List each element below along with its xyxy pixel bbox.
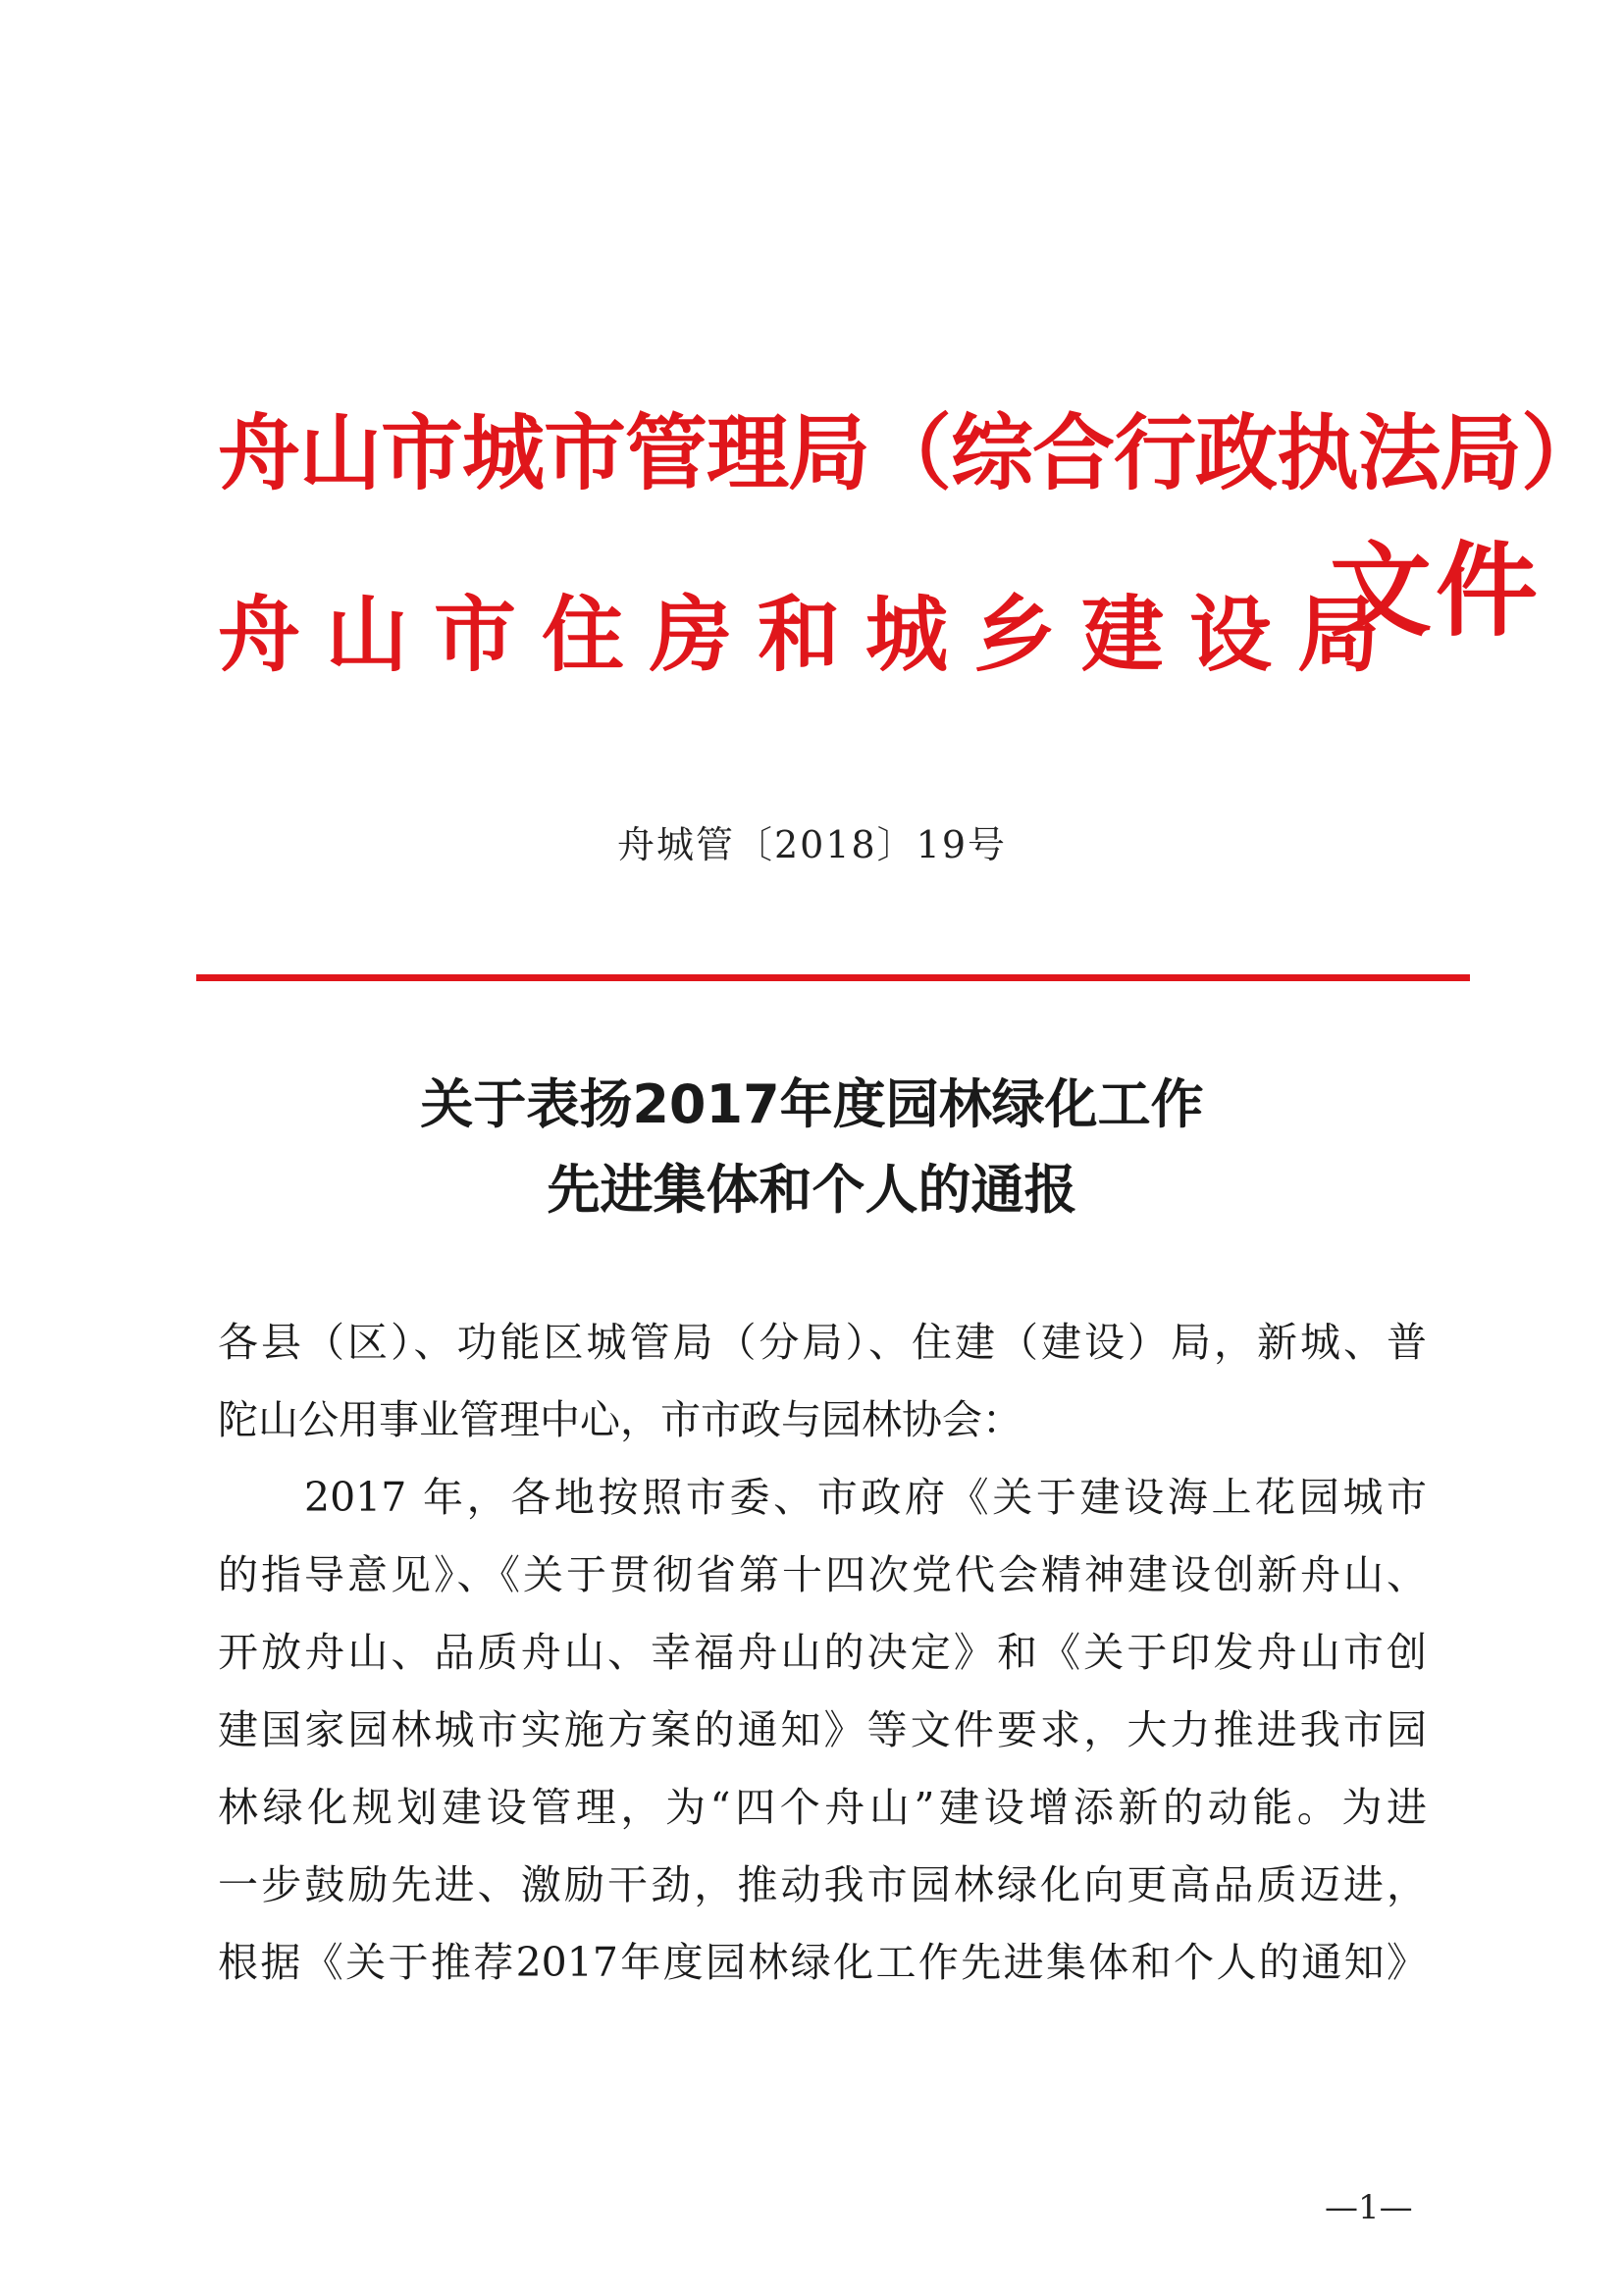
body-line-2: 陀山公用事业管理中心，市市政与园林协会： (218, 1396, 1022, 1443)
body-line-4: 的指导意见》、《关于贯彻省第十四次党代会精神建设创新舟山、 (218, 1551, 1427, 1598)
body-line-3: 2017 年，各地按照市委、市政府《关于建设海上花园城市 (304, 1474, 1427, 1521)
body-line-9: 根据《关于推荐2017年度园林绿化工作先进集体和个人的通知》 (218, 1939, 1427, 1986)
issuer-line-2: 舟山市住房和城乡建设局 (218, 587, 1406, 683)
body-line-5: 开放舟山、品质舟山、幸福舟山的决定》和《关于印发舟山市创 (218, 1629, 1427, 1676)
document-number: 舟城管〔2018〕19号 (616, 823, 1008, 866)
title-line-2: 先进集体和个人的通报 (547, 1159, 1077, 1221)
red-divider (196, 974, 1470, 981)
body-line-1: 各县（区）、功能区城管局（分局）、住建（建设）局，新城、普 (218, 1319, 1427, 1366)
title-line-1: 关于表扬2017年度园林绿化工作 (420, 1073, 1204, 1135)
issuer-line-1: 舟山市城市管理局（综合行政执法局） (218, 405, 1603, 501)
page-number: —1— (1325, 2188, 1413, 2227)
body-line-6: 建国家园林城市实施方案的通知》等文件要求，大力推进我市园 (218, 1706, 1427, 1753)
body-line-8: 一步鼓励先进、激励干劲，推动我市园林绿化向更高品质迈进， (218, 1861, 1427, 1908)
document-label: 文件 (1330, 531, 1543, 651)
body-line-7: 林绿化规划建设管理，为“四个舟山”建设增添新的动能。为进 (218, 1784, 1427, 1831)
